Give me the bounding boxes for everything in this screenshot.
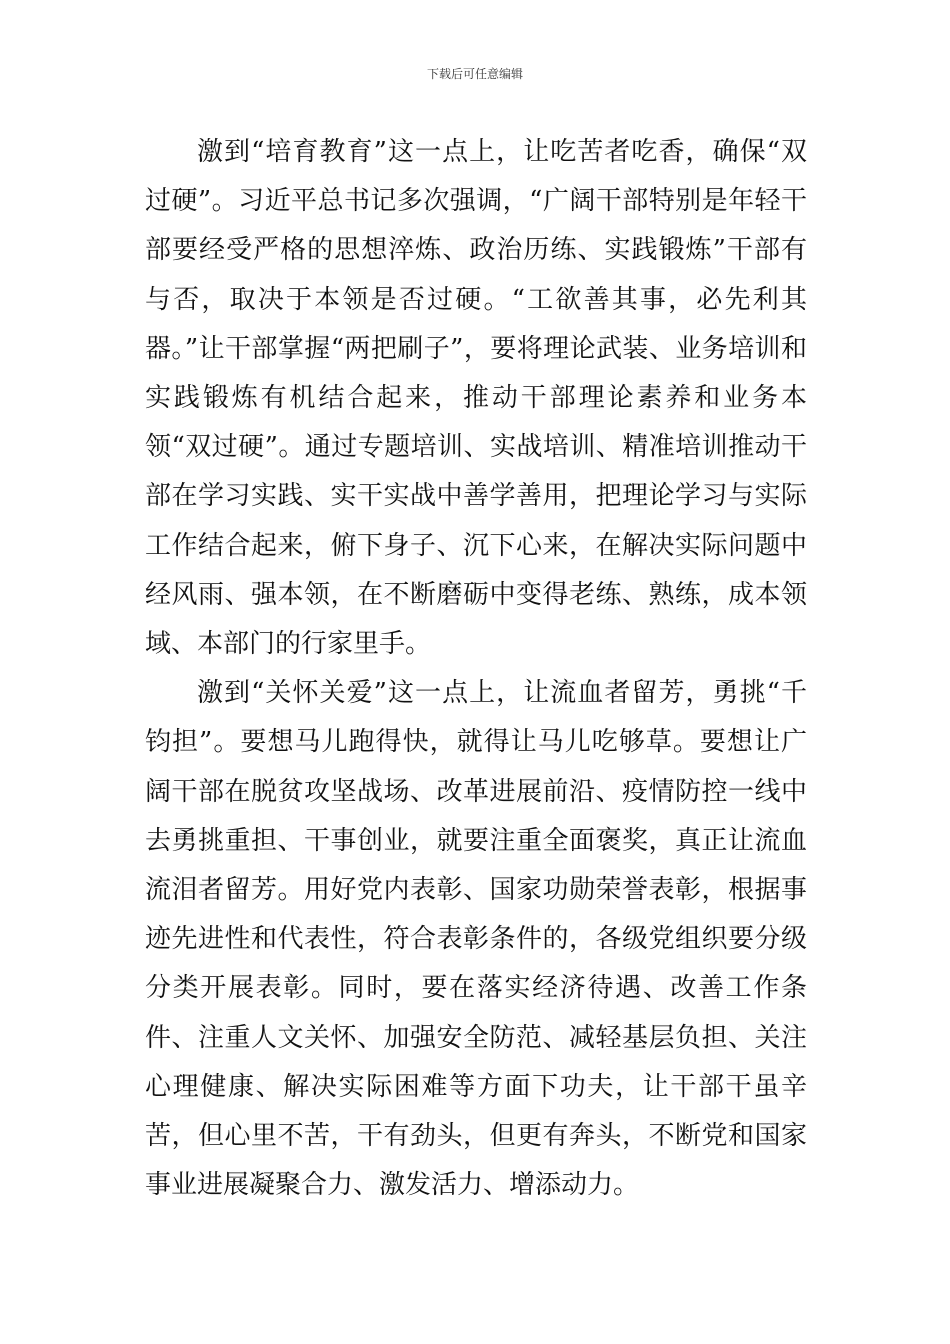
document-body — [145, 128, 807, 1210]
page-header: 下载后可任意编辑 — [426, 67, 523, 81]
paragraph-care-concern: 激到“关怀关爱”这一点上，让流血者留芳，勇挑“千钧担”。要想马儿跑得快，就得让马儿吃够草。要想让广阔干部在脱贫攻坚战场、改革进展前沿、疫情防控一线中去勇挑重担、干事创业，就要注重全面褒奖，真正让流血流泪者留芳。用好党内表彰、国家功勋荣誉表彰，根据事迹先进性和代表性，符合表彰条件的，各级党组织要分级分类开展表彰。同时，要在落实经济待遇、改善工作条件、注重人文关怀、加强安全防范、减轻基层负担、关注心理健康、解决实际困难等方面下功夫，让干部干虽辛苦，但心里不苦，干有劲头，但更有奔头，不断党和国家事业进展凝聚合力、激发活力、增添动力。 — [145, 678, 807, 1201]
paragraph-training-education: 激到“培育教育”这一点上，让吃苦者吃香，确保“双过硬”。习近平总书记多次强调，“广阔干部特别是年轻干部要经受严格的思想淬炼、政治历练、实践锻炼”干部有与否，取决于本领是否过硬。“工欲善其事，必先利其器。”让干部掌握“两把刷子”，要将理论武装、业务培训和实践锻炼有机结合起来，推动干部理论素养和业务本领“双过硬”。通过专题培训、实战培训、精准培训推动干部在学习实践、实干实战中善学善用，把理论学习与实际工作结合起来，俯下身子、沉下心来，在解决实际问题中经风雨、强本领，在不断磨砺中变得老练、熟练，成本领域、本部门的行家里手。 — [145, 137, 807, 660]
